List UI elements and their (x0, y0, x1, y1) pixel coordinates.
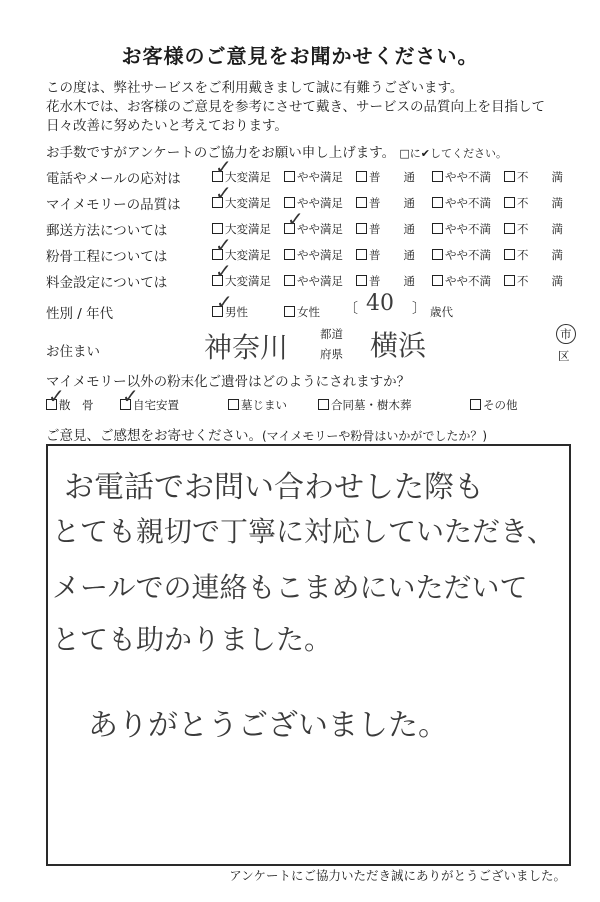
remains-option-label: 墓じまい (241, 398, 287, 412)
comment-prompt-sub: (マイメモリーや粉骨はいかがでしたか？) (262, 429, 488, 443)
rating-option[interactable] (356, 221, 415, 237)
remains-checkbox[interactable] (470, 399, 481, 410)
rating-option-label: 普 通 (369, 222, 415, 236)
rating-option[interactable] (504, 221, 563, 237)
rating-checkbox[interactable] (432, 171, 443, 182)
female-checkbox[interactable] (284, 306, 295, 317)
rating-option-label: 大変満足 (225, 248, 271, 262)
question-label: マイメモリーの品質は (46, 197, 181, 213)
remains-option[interactable] (228, 397, 287, 413)
remains-option[interactable] (318, 397, 412, 413)
rating-option[interactable] (504, 169, 563, 185)
rating-checkbox[interactable] (504, 197, 515, 208)
check-mark: ✓ (215, 259, 232, 283)
rating-checkbox[interactable] (284, 249, 295, 260)
intro-line-2: 花水木では、お客様のご意見を参考にさせて戴き、サービスの品質向上を目指して (46, 99, 545, 115)
rating-option-label: やや満足 (297, 274, 343, 288)
question-label: 料金設定については (46, 275, 168, 291)
remains-checkbox[interactable] (318, 399, 329, 410)
rating-option[interactable] (504, 247, 563, 263)
rating-option[interactable] (284, 273, 343, 289)
rating-option-label: 普 通 (369, 274, 415, 288)
rating-option-label: 大変満足 (225, 274, 271, 288)
comment-line-4: とても助かりました。 (52, 623, 333, 656)
rating-option[interactable] (356, 169, 415, 185)
rating-option-label: 普 通 (369, 196, 415, 210)
rating-checkbox[interactable] (432, 223, 443, 234)
gender-age-label: 性別 / 年代 (46, 306, 114, 322)
age-value: 40 (366, 291, 394, 316)
rating-checkbox[interactable] (504, 223, 515, 234)
survey-title: お客様のご意見をお聞かせください。 (121, 44, 479, 68)
rating-option-label: やや満足 (297, 248, 343, 262)
todofuken-bottom: 府県 (320, 347, 343, 361)
male-check-mark: ✓ (216, 290, 233, 314)
rating-checkbox[interactable] (356, 275, 367, 286)
rating-option[interactable] (356, 247, 415, 263)
rating-option-label: やや満足 (297, 170, 343, 184)
rating-option-label: 大変満足 (225, 222, 271, 236)
rating-option-label: やや不満 (445, 196, 491, 210)
remains-question: マイメモリー以外の粉末化ご遺骨はどのようにされますか？ (46, 374, 411, 390)
rating-checkbox[interactable] (356, 223, 367, 234)
rating-checkbox[interactable] (432, 197, 443, 208)
rating-checkbox[interactable] (356, 171, 367, 182)
prefecture-handwritten: 神奈川 (204, 331, 289, 364)
rating-checkbox[interactable] (504, 275, 515, 286)
rating-checkbox[interactable] (504, 171, 515, 182)
rating-checkbox[interactable] (432, 275, 443, 286)
rating-option[interactable] (432, 169, 491, 185)
remains-option-label: その他 (483, 398, 518, 412)
rating-option[interactable] (432, 195, 491, 211)
rating-option[interactable] (432, 247, 491, 263)
survey-prompt (46, 141, 507, 161)
remains-option-label: 散 骨 (59, 398, 94, 412)
rating-option-label: 不 満 (517, 274, 563, 288)
age-bracket-close: 〕 (412, 301, 426, 317)
rating-option[interactable] (504, 273, 563, 289)
remains-checkbox[interactable] (228, 399, 239, 410)
age-suffix: 歳代 (430, 305, 453, 319)
remains-check-mark: ✓ (122, 384, 139, 408)
rating-checkbox[interactable] (356, 249, 367, 260)
rating-option-label: やや不満 (445, 222, 491, 236)
address-label: お住まい (46, 344, 100, 360)
male-label: 男性 (225, 305, 248, 319)
check-mark: ✓ (287, 207, 304, 231)
rating-option-label: やや不満 (445, 248, 491, 262)
check-mark: ✓ (215, 155, 232, 179)
intro-line-1: この度は、弊社サービスをご利用戴きまして誠に有難うございます。 (46, 80, 464, 96)
comment-prompt-text: ご意見、ご感想をお寄せください。 (46, 428, 262, 444)
rating-option-label: 大変満足 (225, 170, 271, 184)
comment-line-3: メールでの連絡もこまめにいただいて (52, 571, 528, 604)
rating-option[interactable] (356, 195, 415, 211)
rating-option-label: やや満足 (297, 196, 343, 210)
comment-line-1: お電話でお問い合わせした際も (64, 470, 484, 505)
remains-option[interactable] (470, 397, 518, 413)
question-label: 粉骨工程については (46, 249, 168, 265)
rating-checkbox[interactable] (432, 249, 443, 260)
female-label: 女性 (297, 305, 320, 319)
question-label: 郵送方法については (46, 223, 168, 239)
age-bracket-open: 〔 (344, 301, 358, 317)
female-option[interactable] (284, 304, 320, 320)
rating-option-label: 大変満足 (225, 196, 271, 210)
rating-option[interactable] (284, 169, 343, 185)
ku-label: 区 (558, 349, 570, 363)
question-label: 電話やメールの応対は (46, 171, 181, 187)
rating-option-label: 普 通 (369, 170, 415, 184)
comment-line-2: とても親切で丁寧に対応していただき、 (52, 515, 555, 548)
rating-option-label: 不 満 (517, 170, 563, 184)
rating-option-label: 普 通 (369, 248, 415, 262)
rating-option[interactable] (432, 221, 491, 237)
check-mark: ✓ (215, 233, 232, 257)
shi-circled: 市 (556, 324, 576, 344)
remains-option-label: 合同墓・樹木葬 (331, 398, 412, 412)
footer-thanks: アンケートにご協力いただき誠にありがとうございました。 (229, 868, 566, 883)
rating-option-label: 不 満 (517, 222, 563, 236)
comment-line-5: ありがとうございました。 (88, 708, 448, 743)
city-handwritten: 横浜 (370, 329, 427, 362)
comment-prompt (46, 424, 487, 444)
intro-line-3: 日々改善に努めたいと考えております。 (46, 118, 288, 134)
remains-option-label: 自宅安置 (133, 398, 179, 412)
survey-prompt-text: お手数ですがアンケートのご協力をお願い申し上げます。 (46, 145, 396, 161)
rating-option-label: 不 満 (517, 248, 563, 262)
rating-option[interactable] (284, 247, 343, 263)
todofuken-top: 都道 (320, 327, 343, 341)
remains-check-mark: ✓ (48, 384, 65, 408)
rating-option-label: やや不満 (445, 274, 491, 288)
rating-option-label: やや不満 (445, 170, 491, 184)
rating-option[interactable] (432, 273, 491, 289)
rating-option-label: 不 満 (517, 196, 563, 210)
rating-checkbox[interactable] (504, 249, 515, 260)
rating-option[interactable] (356, 273, 415, 289)
rating-checkbox[interactable] (284, 171, 295, 182)
rating-checkbox[interactable] (356, 197, 367, 208)
rating-checkbox[interactable] (284, 275, 295, 286)
rating-option-label: やや満足 (297, 222, 343, 236)
check-mark: ✓ (215, 181, 232, 205)
survey-hint: □に✔してください。 (399, 147, 508, 160)
rating-option[interactable] (504, 195, 563, 211)
